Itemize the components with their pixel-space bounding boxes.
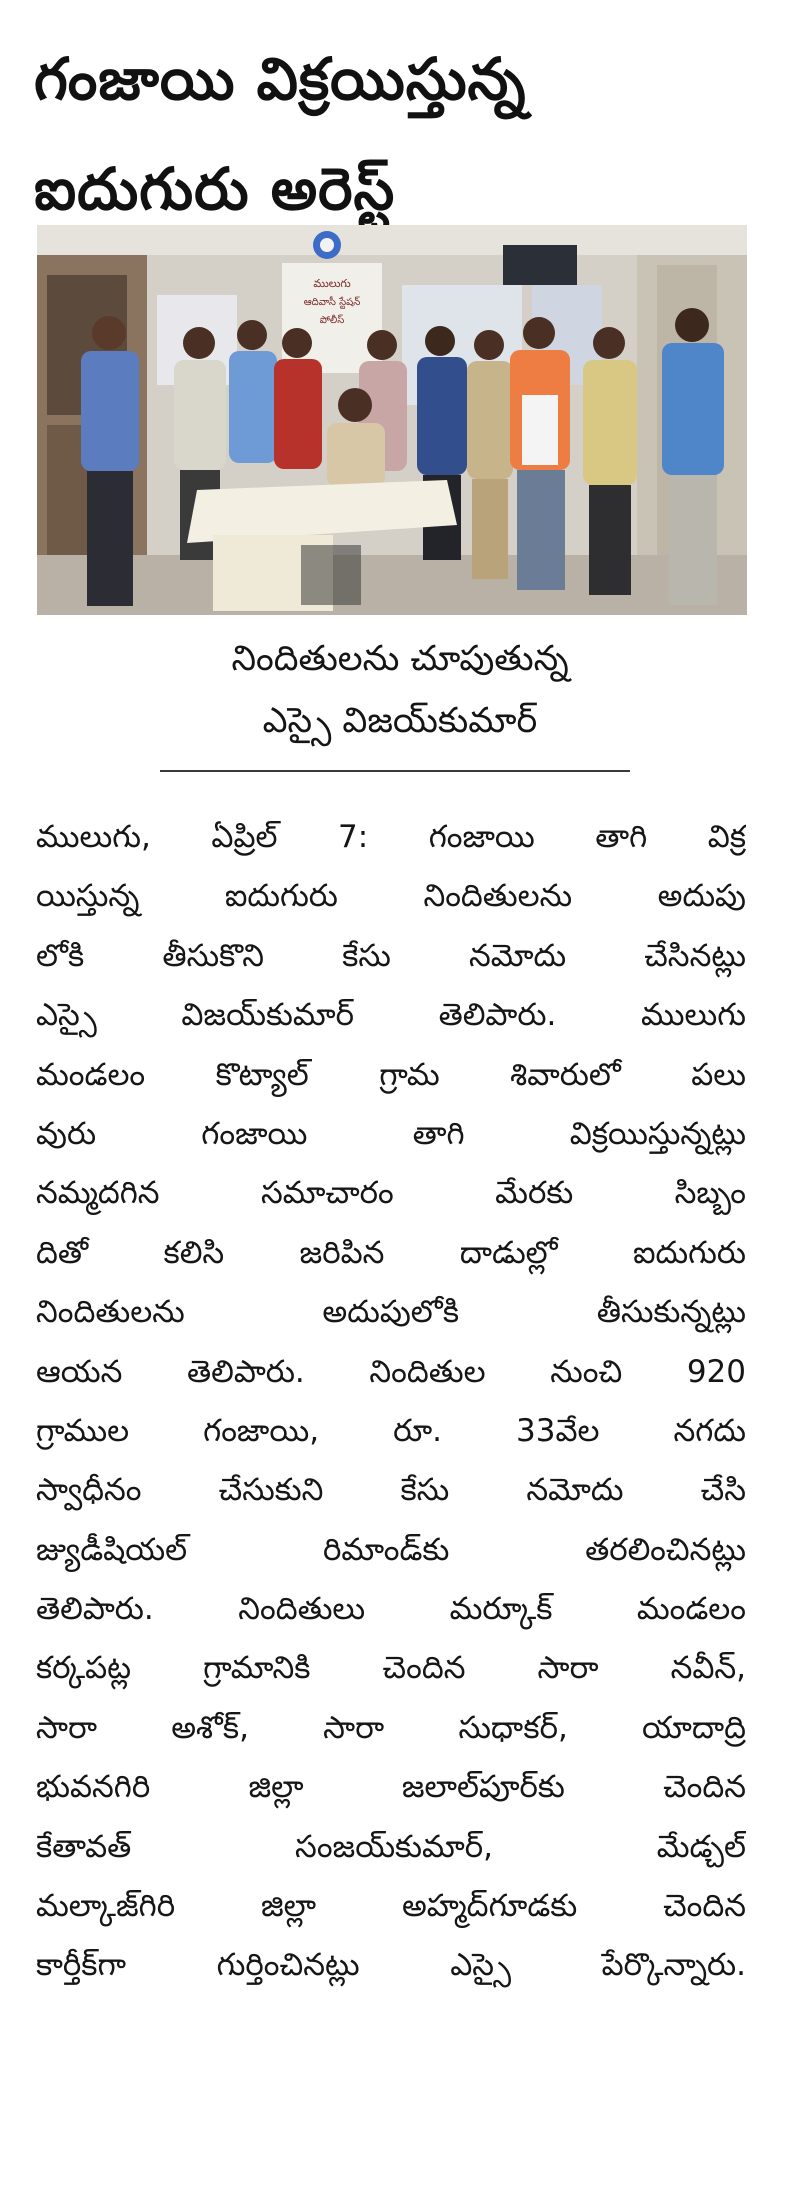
news-photo <box>37 225 747 615</box>
banner-line-1: ములుగు <box>313 277 351 290</box>
body-line: నమ్మదగిన సమాచారం మేరకు సిబ్బం <box>36 1175 746 1212</box>
body-line: కేతావత్ సంజయ్‌కుమార్, మేడ్చల్ <box>36 1828 746 1865</box>
banner-line-3: పోలీస్ <box>319 315 345 326</box>
caption-line-2: ఎస్సై విజయ్‌కుమార్ <box>262 701 538 741</box>
news-photo-illustration <box>37 225 747 615</box>
body-line: లోకి తీసుకొని కేసు నమోదు చేసినట్లు <box>36 937 746 974</box>
body-line: వురు గంజాయి తాగి విక్రయిస్తున్నట్లు <box>36 1115 746 1152</box>
headline <box>34 24 754 244</box>
body-line: సారా అశోక్, సారా సుధాకర్, యాదాద్రి <box>36 1709 746 1746</box>
body-line: ఆయన తెలిపారు. నిందితుల నుంచి 920 <box>36 1353 746 1390</box>
body-line: కార్తీక్‌గా గుర్తించినట్లు ఎస్సై పేర్కొన్నారు. <box>36 1947 746 1984</box>
caption-line-1: నిందితులను చూపుతున్న <box>231 639 569 679</box>
body-line: యిస్తున్న ఐదుగురు నిందితులను అదుపు <box>36 878 746 915</box>
headline-line-2: ఐదుగురు అరెస్ట్ <box>34 155 396 223</box>
photo-caption <box>0 628 800 752</box>
body-line: భువనగిరి జిల్లా జలాల్‌పూర్‌కు చెందిన <box>36 1769 746 1806</box>
caption-divider <box>160 770 630 772</box>
article-body <box>36 808 746 1996</box>
headline-line-1: గంజాయి విక్రయిస్తున్న <box>34 45 527 113</box>
body-line: జ్యుడీషియల్ రిమాండ్‌కు తరలించినట్లు <box>36 1531 746 1568</box>
body-line: కర్కపట్ల గ్రామానికి చెందిన సారా నవీన్, <box>36 1650 746 1687</box>
banner-line-2: ఆదివాసీ స్టేషన్ <box>303 297 361 308</box>
body-line: మల్కాజ్‌గిరి జిల్లా అహ్మద్‌గూడకు చెందిన <box>36 1888 746 1925</box>
body-line: గ్రాముల గంజాయి, రూ. 33వేల నగదు <box>36 1412 746 1449</box>
body-line: దితో కలిసి జరిపిన దాడుల్లో ఐదుగురు <box>36 1234 746 1271</box>
body-line: నిందితులను అదుపులోకి తీసుకున్నట్లు <box>36 1294 746 1331</box>
body-line: మండలం కొట్యాల్ గ్రామ శివారులో పలు <box>36 1056 746 1093</box>
body-line: స్వాధీనం చేసుకుని కేసు నమోదు చేసి <box>36 1472 746 1509</box>
body-line: తెలిపారు. నిందితులు మర్కూక్ మండలం <box>36 1591 746 1628</box>
body-line: ములుగు, ఏప్రిల్ 7: గంజాయి తాగి విక్ర <box>36 819 746 855</box>
body-line: ఎస్సై విజయ్‌కుమార్ తెలిపారు. ములుగు <box>36 997 746 1034</box>
